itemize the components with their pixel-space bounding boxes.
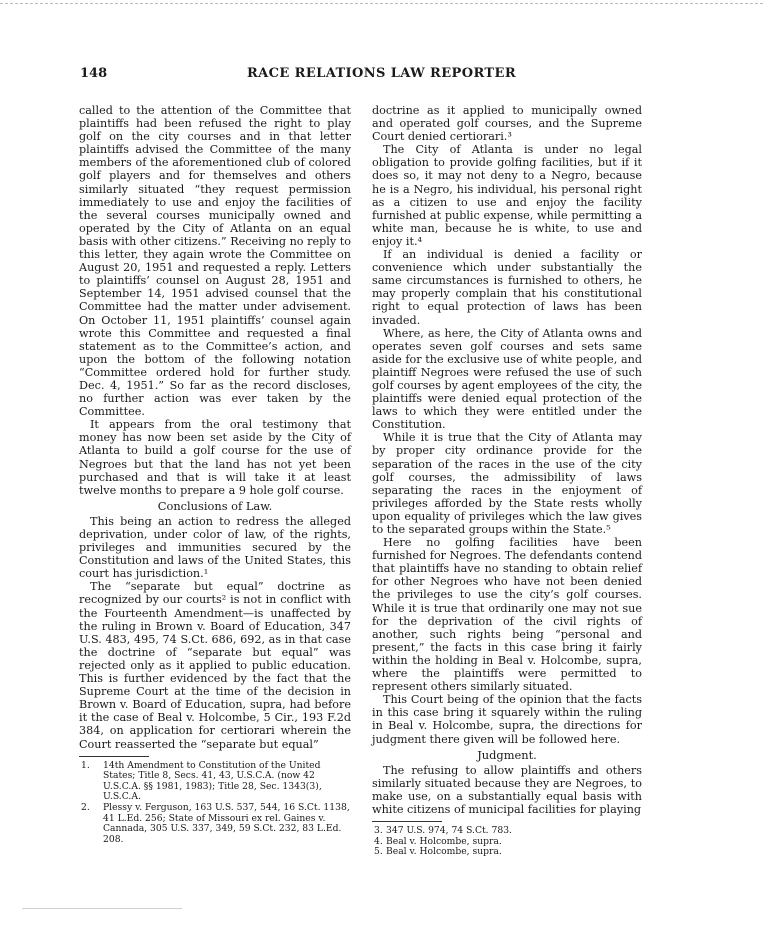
paragraph: This Court being of the opinion that the facts in this case bring it squarely within the ruling in Beal v. Holcombe, supra, the directions for judgment there given will be followed here. (372, 693, 642, 746)
footnote-number: 1. (81, 759, 90, 771)
left-column (79, 104, 351, 845)
top-border-rule (0, 3, 763, 4)
right-column (372, 104, 642, 858)
footnote-number: 5. (374, 846, 383, 858)
footnote-text: Beal v. Holcombe, supra. (386, 835, 502, 847)
footnote-list (372, 826, 642, 858)
paragraph: While it is true that the City of Atlanta may by proper city ordinance provide for the separation of the races in the use of the city golf courses, the admissibility of laws separating the races in the enjoyment of privileges afforded by the State rests wholly upon equality of privileges which the law gives to the separated groups within the State.⁵ (372, 431, 642, 536)
footnote-rule (79, 756, 149, 757)
paragraph: called to the attention of the Committee that plaintiffs had been refused the right to play golf on the city courses and in that letter plaintiffs advised the Committee of the many members of the aforementioned club of colored golf players and for themselves and others similarly situated “they request permission immediately to use and enjoy the facilities of the several courses municipally owned and operated by the City of Atlanta on an equal basis with other citizens.” Receiving no reply to this letter, they again wrote the Committee on August 20, 1951 and requested a reply. Letters to plaintiffs’ counsel on August 28, 1951 and September 14, 1951 advised counsel that the Committee had the matter under advisement. On October 11, 1951 plaintiffs’ counsel again wrote this Committee and requested a final statement as to the Committee’s action, and upon the bottom of the following notation “Committee ordered hold for further study. Dec. 4, 1951.” So far as the record discloses, no further action was ever taken by the Committee. (79, 104, 351, 419)
footnote (79, 803, 351, 845)
footnote-number: 4. (374, 835, 383, 847)
footnote-text: 347 U.S. 974, 74 S.Ct. 783. (386, 825, 512, 837)
paragraph: If an individual is denied a facility or convenience which under substantially the same circumstances is furnished to others, he may properly complain that his constitutional right to equal protection of laws has been invaded. (372, 248, 642, 327)
footnote (372, 847, 642, 858)
section-heading: Conclusions of Law. (157, 498, 273, 513)
paragraph: Here no golfing facilities have been furnished for Negroes. The defendants contend that plaintiffs have no standing to obtain relief for other Negroes who have not been denied the privileges to use the city’s golf courses. While it is true that ordinarily one may not sue for the deprivation of the civil rights of another, such rights being “personal and present,” the facts in this case bring it fairly within the holding in Beal v. Holcombe, supra, where the plaintiffs were permitted to represent others similarly situated. (372, 536, 642, 694)
paragraph: It appears from the oral testimony that money has now been set aside by the City of Atlanta to build a golf course for the use of Negroes but that the land has not yet been purchased and that is will take it at least twelve months to prepare a 9 hole golf course. (79, 418, 351, 497)
footnote-list (79, 761, 351, 846)
footnote-text: 14th Amendment to Constitution of the United States; Title 8, Secs. 41, 43, U.S.C.A. (now 42 U.S.C.A. §§ 1981, 1983); Title 28, Sec. 1343(3), U.S.C.A. (103, 759, 322, 803)
footnote-number: 3. (374, 825, 383, 837)
footnote-text: Plessy v. Ferguson, 163 U.S. 537, 544, 16 S.Ct. 1138, 41 L.Ed. 256; State of Missouri ex rel. Gaines v. Cannada, 305 U.S. 337, 349, 59 S.Ct. 232, 83 L.Ed. 208. (103, 801, 350, 845)
footnote (79, 761, 351, 803)
running-head: RACE RELATIONS LAW REPORTER (246, 66, 517, 81)
footnote-number: 2. (81, 801, 90, 813)
bottom-edge-rule (22, 908, 182, 909)
paragraph: The City of Atlanta is under no legal obligation to provide golfing facilities, but if it does so, it may not deny to a Negro, because he is a Negro, his individual, his personal right as a citizen to use and enjoy the facility furnished at public expense, while permitting a white man, because he is white, to use and enjoy it.⁴ (372, 143, 642, 248)
page-number: 148 (80, 66, 108, 81)
paragraph: This being an action to redress the alleged deprivation, under color of law, of the rights, privileges and immunities secured by the Constitution and laws of the United States, this court has jurisdiction.¹ (79, 514, 351, 581)
section-heading: Judgment. (477, 747, 537, 762)
paragraph: Where, as here, the City of Atlanta owns and operates seven golf courses and sets same aside for the exclusive use of white people, and plaintiff Negroes were refused the use of such golf courses by agent employees of the city, the plaintiffs were denied equal protection of the laws to which they were entitled under the Constitution. (372, 326, 642, 432)
footnote-text: Beal v. Holcombe, supra. (386, 846, 502, 858)
paragraph: The “separate but equal” doctrine as recognized by our courts² is not in conflict with the Fourteenth Amendment—is unaffected by the ruling in Brown v. Board of Education, 347 U.S. 483, 495, 74 S.Ct. 686, 692, as in that case the doctrine of “separate but equal” was rejected only as it applied to public education. This is further evidenced by the fact that the Supreme Court at the time of the decision in Brown v. Board of Education, supra, had before it the case of Beal v. Holcombe, 5 Cir., 193 F.2d 384, on application for certiorari wherein the Court reasserted the “separate but equal” (79, 580, 351, 751)
footnote-rule (372, 821, 442, 822)
paragraph: doctrine as it applied to municipally owned and operated golf courses, and the Supreme Court denied certiorari.³ (372, 104, 642, 144)
paragraph: The refusing to allow plaintiffs and others similarly situated because they are Negroes, to make use, on a substantially equal basis with white citizens of municipal facilities for playing (372, 763, 642, 816)
